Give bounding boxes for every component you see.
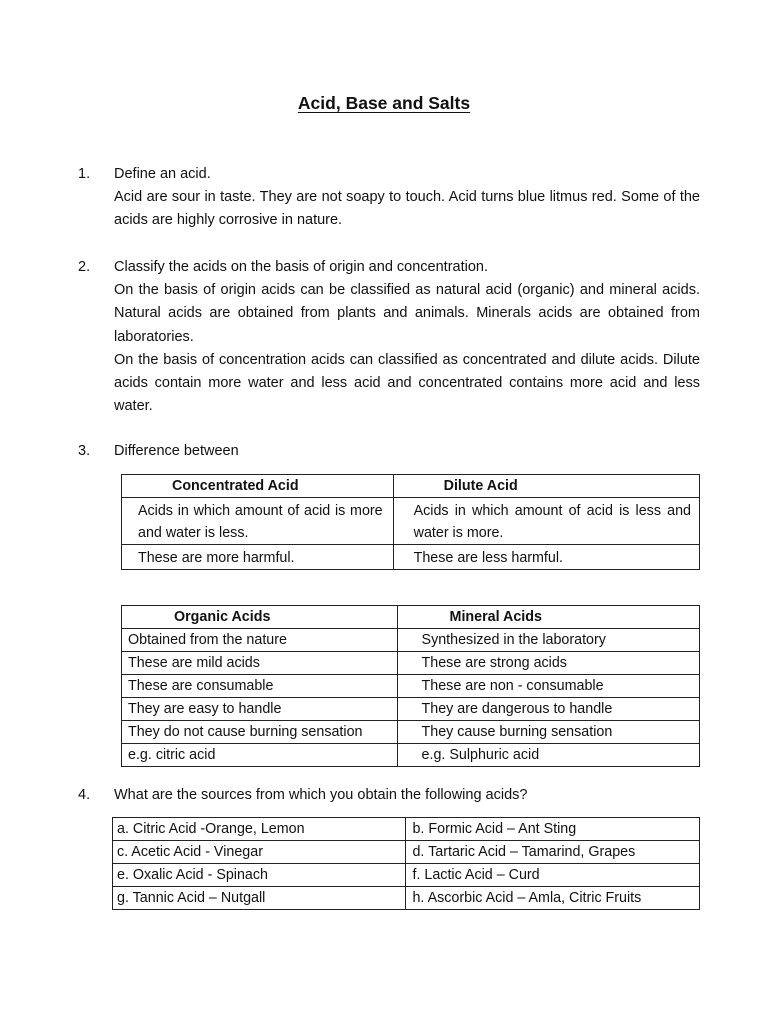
table-cell: These are non - consumable bbox=[397, 675, 699, 698]
table-cell: They cause burning sensation bbox=[397, 721, 699, 744]
table-cell: These are less harmful. bbox=[393, 545, 699, 570]
table-row bbox=[113, 841, 700, 864]
table-header-cell: Organic Acids bbox=[122, 606, 398, 629]
question-heading: Difference between bbox=[114, 443, 239, 459]
question-number: 2. bbox=[78, 259, 91, 275]
table-cell: Obtained from the nature bbox=[122, 629, 398, 652]
question-4 bbox=[78, 784, 700, 807]
table-row bbox=[122, 721, 700, 744]
table-row bbox=[113, 818, 700, 841]
table-header-cell: Concentrated Acid bbox=[122, 475, 394, 498]
question-number: 1. bbox=[78, 166, 91, 182]
table-row bbox=[113, 864, 700, 887]
table-row bbox=[122, 652, 700, 675]
table-cell: These are consumable bbox=[122, 675, 398, 698]
table-header-row bbox=[122, 606, 700, 629]
table-row bbox=[122, 744, 700, 767]
table-cell: c. Acetic Acid - Vinegar bbox=[113, 841, 406, 864]
table-row bbox=[122, 698, 700, 721]
table-cell: b. Formic Acid – Ant Sting bbox=[406, 818, 700, 841]
question-number: 4. bbox=[78, 787, 91, 803]
table-row bbox=[113, 887, 700, 910]
answer-paragraph: On the basis of origin acids can be classified as natural acid (organic) and mineral acids. Natural acids are obtained from plants and animals. Minerals acids are obtained from laboratories. bbox=[114, 282, 700, 345]
table-cell: These are mild acids bbox=[122, 652, 398, 675]
table-cell: g. Tannic Acid – Nutgall bbox=[113, 887, 406, 910]
document-title: Acid, Base and Salts bbox=[297, 93, 471, 113]
answer-paragraph: On the basis of concentration acids can classified as concentrated and dilute acids. Dilute acids contain more water and less acid and concentrated contains more acid and less water. bbox=[114, 351, 700, 415]
table-cell: They are easy to handle bbox=[122, 698, 398, 721]
sources-table bbox=[112, 817, 700, 910]
table-row bbox=[122, 498, 700, 545]
table-header-cell: Dilute Acid bbox=[393, 475, 699, 498]
table-row bbox=[122, 675, 700, 698]
question-2 bbox=[78, 256, 700, 418]
question-heading: What are the sources from which you obtain the following acids? bbox=[114, 787, 528, 803]
table-header-cell: Mineral Acids bbox=[397, 606, 699, 629]
table-cell: a. Citric Acid -Orange, Lemon bbox=[113, 818, 406, 841]
table-header-row bbox=[122, 475, 700, 498]
origin-table bbox=[121, 605, 700, 767]
question-3 bbox=[78, 440, 700, 463]
table-cell: d. Tartaric Acid – Tamarind, Grapes bbox=[406, 841, 700, 864]
table-row bbox=[122, 545, 700, 570]
table-cell: Acids in which amount of acid is more and water is less. bbox=[122, 498, 394, 545]
table-cell: These are strong acids bbox=[397, 652, 699, 675]
table-cell: Acids in which amount of acid is less and water is more. bbox=[393, 498, 699, 545]
table-cell: e.g. citric acid bbox=[122, 744, 398, 767]
table-cell: Synthesized in the laboratory bbox=[397, 629, 699, 652]
question-heading: Define an acid. bbox=[114, 166, 211, 182]
question-1 bbox=[78, 163, 700, 233]
question-number: 3. bbox=[78, 443, 91, 459]
table-cell: f. Lactic Acid – Curd bbox=[406, 864, 700, 887]
table-cell: They are dangerous to handle bbox=[397, 698, 699, 721]
concentration-table bbox=[121, 474, 700, 570]
table-cell: h. Ascorbic Acid – Amla, Citric Fruits bbox=[406, 887, 700, 910]
answer-paragraph: Acid are sour in taste. They are not soapy to touch. Acid turns blue litmus red. Some of the acids are highly corrosive in nature. bbox=[114, 189, 700, 229]
table-cell: e.g. Sulphuric acid bbox=[397, 744, 699, 767]
table-cell: e. Oxalic Acid - Spinach bbox=[113, 864, 406, 887]
table-cell: These are more harmful. bbox=[122, 545, 394, 570]
table-cell: They do not cause burning sensation bbox=[122, 721, 398, 744]
question-heading: Classify the acids on the basis of origin and concentration. bbox=[114, 259, 488, 275]
table-row bbox=[122, 629, 700, 652]
